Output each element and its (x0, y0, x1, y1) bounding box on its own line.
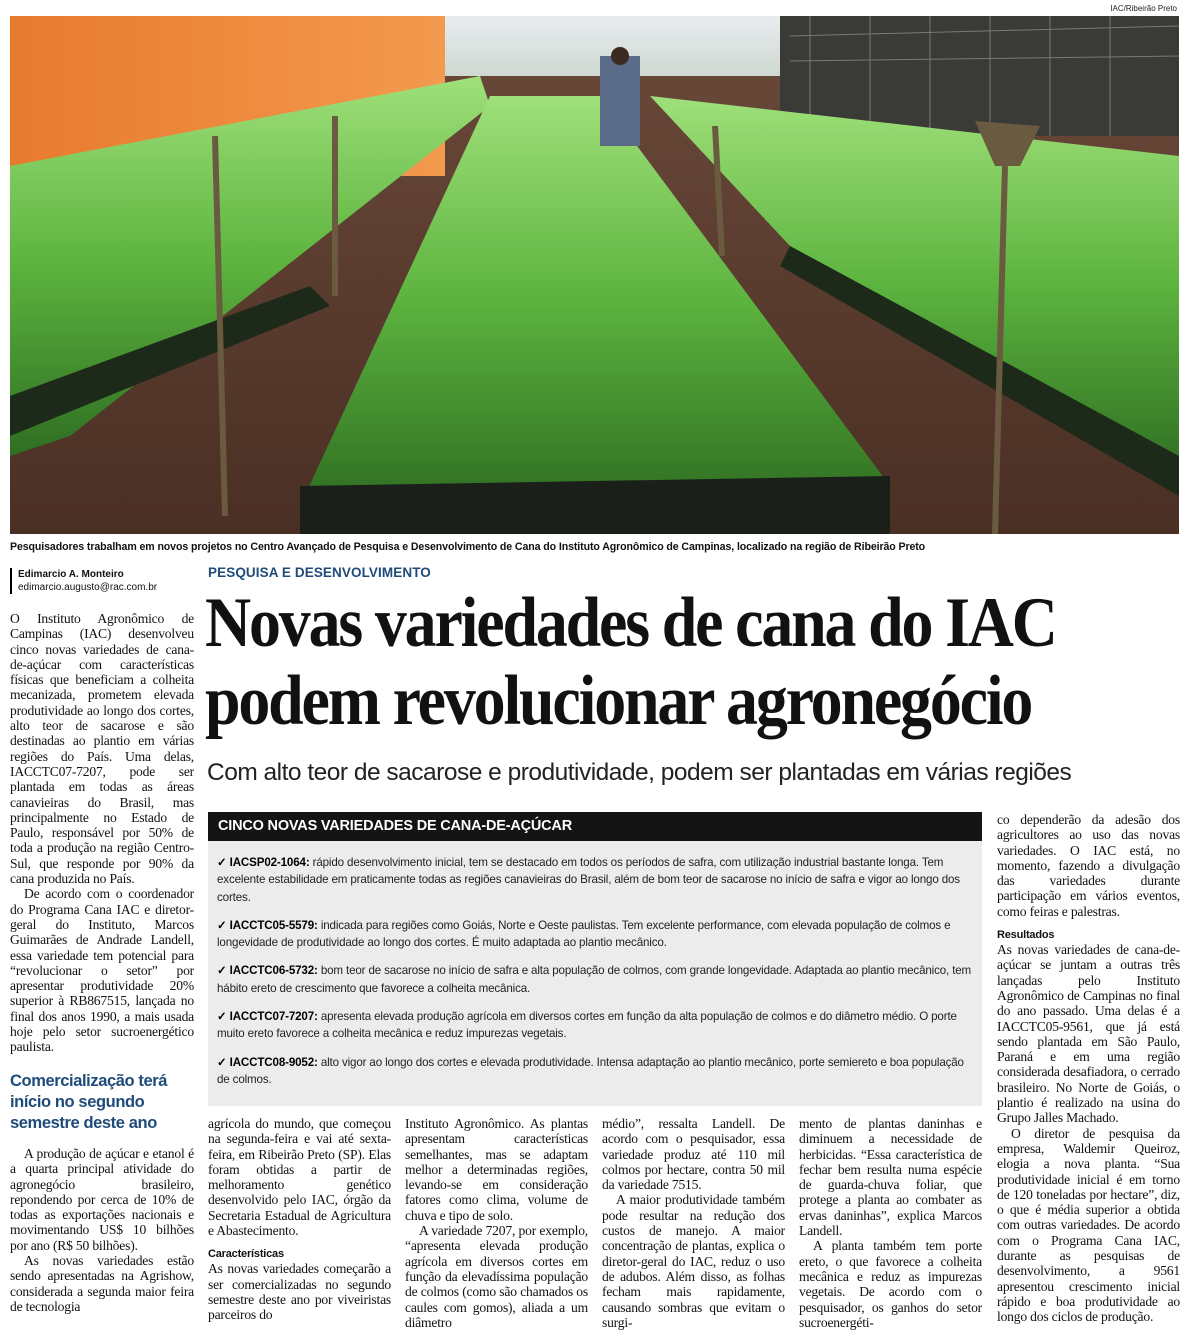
headline (205, 584, 1087, 740)
variety-item (217, 1054, 977, 1089)
subheadline: Com alto teor de sacarose e produtividade, podem ser plantadas em várias regiões (207, 759, 1072, 786)
paragraph: A produção de açúcar e etanol é a quarta principal atividade do agronegócio brasileiro, repondendo por cerca de 10% de todas as exportações nacionais e movimentando US$ 10 bilhões por ano (R$ 50 bilhões). (10, 1146, 194, 1253)
variety-code: IACCTC06-5732: (229, 964, 318, 978)
variety-description: alto vigor ao longo dos cortes e elevada produtividade. Intensa adaptação ao plantio mecânico, porte semiereto e boa população de colmos. (217, 1055, 964, 1086)
check-icon: ✓ (217, 964, 230, 978)
column-5 (799, 1116, 982, 1330)
news-photo (10, 16, 1179, 534)
check-icon: ✓ (217, 918, 230, 932)
column-1-bottom (10, 1146, 194, 1314)
variety-code: IACCTC05-5579: (229, 918, 318, 932)
paragraph: As novas variedades começarão a ser comercializadas no segundo semestre deste ano por viveiristas parceiros do (208, 1261, 391, 1323)
paragraph: médio”, ressalta Landell. De acordo com o pesquisador, essa variedade produz até 110 mil colmos por hectare, contra 50 mil da variedade 7515. (602, 1116, 785, 1193)
check-icon: ✓ (217, 1010, 230, 1024)
section-heading-caracteristicas: Características (208, 1248, 284, 1261)
photo-caption: Pesquisadores trabalham em novos projetos no Centro Avançado de Pesquisa e Desenvolvimento de Cana do Instituto Agronômico de Campinas, localizado na região de Ribeirão Preto (10, 541, 926, 553)
variety-code: IACSP02-1064: (229, 856, 310, 869)
variety-item (217, 962, 977, 997)
byline (10, 568, 157, 594)
variety-item (217, 917, 977, 952)
headline-line-1: Novas variedades de cana do IAC (205, 584, 1056, 662)
section-label: PESQUISA E DESENVOLVIMENTO (208, 565, 431, 580)
varieties-box (208, 812, 982, 1106)
paragraph: O diretor de pesquisa da empresa, Waldemir Queiroz, elogia a nova planta. “Sua produtividade inicial é em torno de 120 toneladas por hectare”, diz, o que é média superior a obtida com outras variedades. De acordo com o Programa Cana IAC, durante as pesquisas de desenvolvimento, a 9561 apresentou crescimento inicial rápido e boa produtividade ao longo dos ciclos de produção. (997, 1125, 1180, 1325)
variety-description: indicada para regiões como Goiás, Norte e Oeste paulistas. Tem excelente performance, com elevada população de colmos e longevidade de produtividade ao longo dos cortes. É muito adaptada ao plantio mecânico. (217, 918, 951, 950)
author-email: edimarcio.augusto@rac.com.br (18, 582, 158, 593)
column-4 (602, 1116, 785, 1330)
section-heading-resultados: Resultados (997, 929, 1055, 942)
variety-description: bom teor de sacarose no início de safra e alta população de colmos, com grande longevidade. Adaptada ao plantio mecânico, tem hábito ereto de crescimento que favorece a colheita mecânica. (217, 964, 972, 995)
paragraph: As novas variedades de cana-de-açúcar se juntam a outras três lançadas pelo Instituto Agronômico de Campinas no final do ano passado. Uma delas é a IACCTC05-9561, que já está sendo plantada em São Paulo, Paraná e em uma região considerada desafiadora, o cerrado brasileiro. No Norte de Goiás, o plantio é realizado na usina do Grupo Jalles Machado. (997, 942, 1180, 1126)
column-3 (405, 1116, 588, 1330)
paragraph: co dependerão da adesão dos agricultores ao uso das novas variedades. O IAC está, no momento, fazendo a divulgação das variedades durante participação em vários eventos, como feiras e palestras. (997, 812, 1180, 919)
author-name: Edimarcio A. Monteiro (18, 569, 124, 580)
headline-line-2: podem revolucionar agronegócio (205, 662, 1032, 740)
check-icon: ✓ (217, 856, 230, 869)
paragraph: A maior produtividade também pode resultar na redução dos custos de manejo. A maior concentração de plantas, explica o diretor-geral do IAC, reduz o uso de adubos. Além disso, as folhas fecham mais rapidamente, causando sombras que evitam o surgi- (602, 1192, 785, 1330)
variety-item (217, 1008, 977, 1043)
variety-code: IACCTC07-7207: (229, 1010, 318, 1024)
paragraph: De acordo com o coordenador do Programa Cana IAC e diretor-geral do Instituto, Marcos Guimarães de Andrade Landell, essa variedade tem potencial para “revolucionar o setor” por apresentar produtividade 20% superior à RB867515, lançada no final dos anos 1990, a mais usada hoje pelo setor sucroenergético paulista. (10, 886, 194, 1055)
variety-description: apresenta elevada produção agrícola em diversos cortes em função da alta população de colmos e do diâmetro médio. O porte muito ereto favorece a colheita mecânica e reduz impurezas vegetais. (217, 1010, 957, 1041)
box-items (217, 854, 977, 1099)
column-2 (208, 1116, 391, 1323)
variety-item (217, 854, 977, 906)
paragraph: A planta também tem porte ereto, o que favorece a colheita mecânica e reduz as impurezas vegetais. De acordo com o pesquisador, os ganhos do setor sucroenergéti- (799, 1238, 982, 1330)
photo-credit: IAC/Ribeirão Preto (1110, 4, 1177, 13)
paragraph: agrícola do mundo, que começou na segunda-feira e vai até sexta-feira, em Ribeirão Preto (SP). Elas foram obtidas a partir de melhoramento genético desenvolvido pelo IAC, órgão da Secretaria Estadual de Agricultura e Abastecimento. (208, 1116, 391, 1239)
paragraph: mento de plantas daninhas e diminuem a necessidade de herbicidas. “Essa característica de fechar bem resulta numa espécie de guarda-chuva foliar, que protege a planta ao combater as ervas daninhas”, explica Marcos Landell. (799, 1116, 982, 1239)
subtitle-commercialization: Comercialização terá início no segundo semestre deste ano (10, 1072, 168, 1132)
paragraph: As novas variedades estão sendo apresentadas na Agrishow, considerada a segunda maior feira de tecnologia (10, 1253, 194, 1314)
paragraph: A variedade 7207, por exemplo, “apresenta elevada produção agrícola em diversos cortes em função da elevadíssima população de colmos (como são chamados os caules com gomos), aliada a um diâmetro (405, 1223, 588, 1330)
variety-description: rápido desenvolvimento inicial, tem se destacado em todos os períodos de safra, com utilização industrial bastante longa. Tem excelente estabilidade em praticamente todas as regiões canavieiras do Brasil, além de bom teor de sacarose no início de safra e vigor ao longo dos cortes. (217, 856, 960, 904)
column-1 (10, 611, 194, 1055)
box-title: CINCO NOVAS VARIEDADES DE CANA-DE-AÇÚCAR (208, 812, 982, 841)
variety-code: IACCTC08-9052: (229, 1055, 318, 1069)
greenhouse-sugarcane-image (10, 16, 1179, 534)
check-icon: ✓ (217, 1055, 230, 1069)
paragraph: O Instituto Agronômico de Campinas (IAC) desenvolveu cinco novas variedades de cana-de-açúcar com características físicas que beneficiam a colheita mecanizada, prometem elevada produtividade ao longo dos cortes, alto teor de sacarose e são destinadas ao plantio em várias regiões do País. Uma delas, IACCTC07-7207, pode ser plantada em todas as áreas canavieiras do Brasil, mas principalmente no Estado de Paulo, responsável por 50% de toda a produção na região Centro-Sul, que responde por 90% da cana produzida no País. (10, 611, 194, 887)
paragraph: Instituto Agronômico. As plantas apresentam características semelhantes, mas se adaptam melhor a determinadas regiões, levando-se em consideração fatores como clima, volume de chuva e tipo de solo. (405, 1116, 588, 1223)
column-6 (997, 812, 1180, 1325)
